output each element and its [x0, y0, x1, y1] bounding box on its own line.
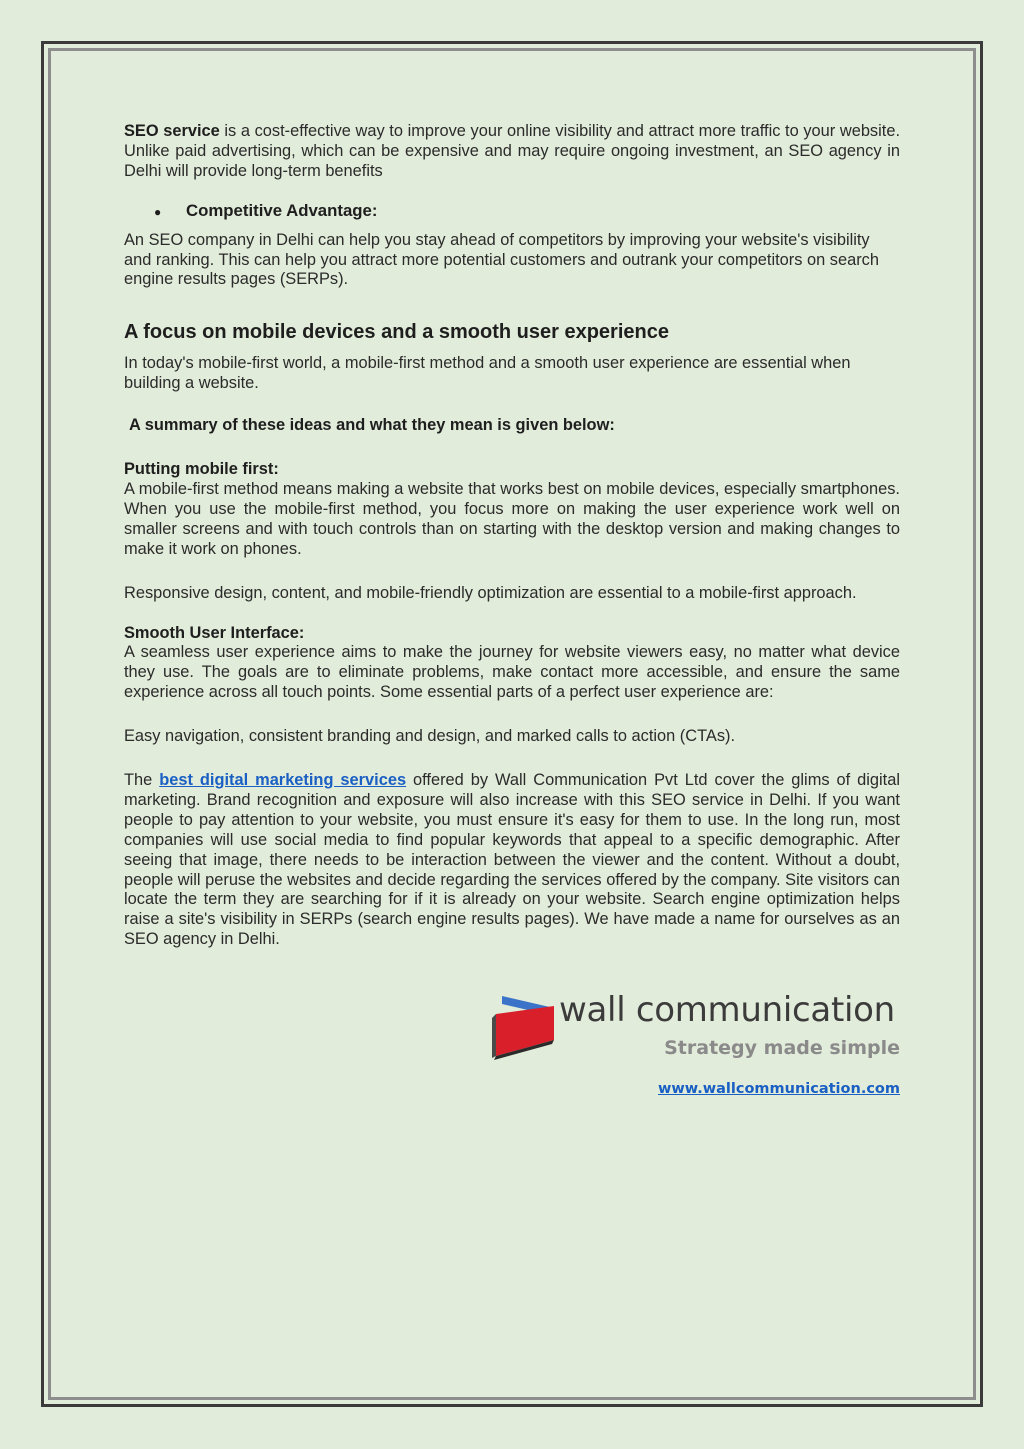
company-logo	[492, 992, 904, 1064]
section-heading: A focus on mobile devices and a smooth user experience	[124, 321, 669, 344]
intro-paragraph	[124, 122, 900, 182]
logo-mark-icon	[492, 992, 558, 1062]
bullet-icon: ●	[154, 204, 162, 219]
logo-tagline: Strategy made simple	[664, 1037, 900, 1059]
logo-name: wall communication	[559, 990, 895, 1030]
bullet-label: Competitive Advantage:	[186, 200, 378, 220]
website-link[interactable]: www.wallcommunication.com	[657, 1081, 900, 1097]
mobile-first-title: Putting mobile first:	[124, 460, 279, 479]
competitive-paragraph: An SEO company in Delhi can help you stay ahead of competitors by improving your website's visibility and ranking. This can help you attract more potential customers and outrank your competitors on search engine results pages (SERPs).	[124, 230, 879, 289]
bullet-item	[124, 201, 900, 223]
easy-nav-paragraph: Easy navigation, consistent branding and design, and marked calls to action (CTAs).	[124, 727, 736, 746]
final-prefix: The	[124, 771, 160, 790]
digital-marketing-link[interactable]: best digital marketing services	[159, 771, 407, 790]
intro-text: is a cost-effective way to improve your online visibility and attract more traffic to your website. Unlike paid advertising, which can be expensive and may require ongoing investment, an SEO agency in Delhi will provide long-term benefits	[124, 122, 900, 180]
document-body	[124, 122, 900, 950]
final-text: offered by Wall Communication Pvt Ltd cover the glims of digital marketing. Brand recognition and exposure will also increase with this SEO service in Delhi. If you want people to pay attention to your website, you must ensure it's easy for them to use. In the long run, most companies will use social media to find popular keywords that appeal to a specific demographic. After seeing that image, there needs to be interaction between the viewer and the content. Without a doubt, people will peruse the websites and decide regarding the services offered by the company. Site visitors can locate the term they are searching for if it is already on your website. Search engine optimization helps raise a site's visibility in SERPs (search engine results pages). We have made a name for ourselves as an SEO agency in Delhi.	[124, 771, 900, 949]
smooth-ui-title: Smooth User Interface:	[124, 623, 305, 642]
responsive-paragraph: Responsive design, content, and mobile-friendly optimization are essential to a mobile-first approach.	[124, 583, 857, 602]
summary-line: A summary of these ideas and what they mean is given below:	[129, 416, 615, 435]
intro-lead: SEO service	[124, 122, 220, 140]
smooth-ui-paragraph: A seamless user experience aims to make the journey for website viewers easy, no matter what device they use. The goals are to eliminate problems, make contact more accessible, and ensure the same experience across all touch points. Some essential parts of a perfect user experience are:	[124, 643, 900, 702]
heading-paragraph: In today's mobile-first world, a mobile-first method and a smooth user experience are essential when building a website.	[124, 354, 851, 393]
mobile-first-paragraph: A mobile-first method means making a website that works best on mobile devices, especially smartphones. When you use the mobile-first method, you focus more on making the user experience work well on smaller screens and with touch controls than on starting with the desktop version and making changes to make it work on phones.	[124, 479, 900, 558]
final-paragraph	[124, 771, 900, 950]
